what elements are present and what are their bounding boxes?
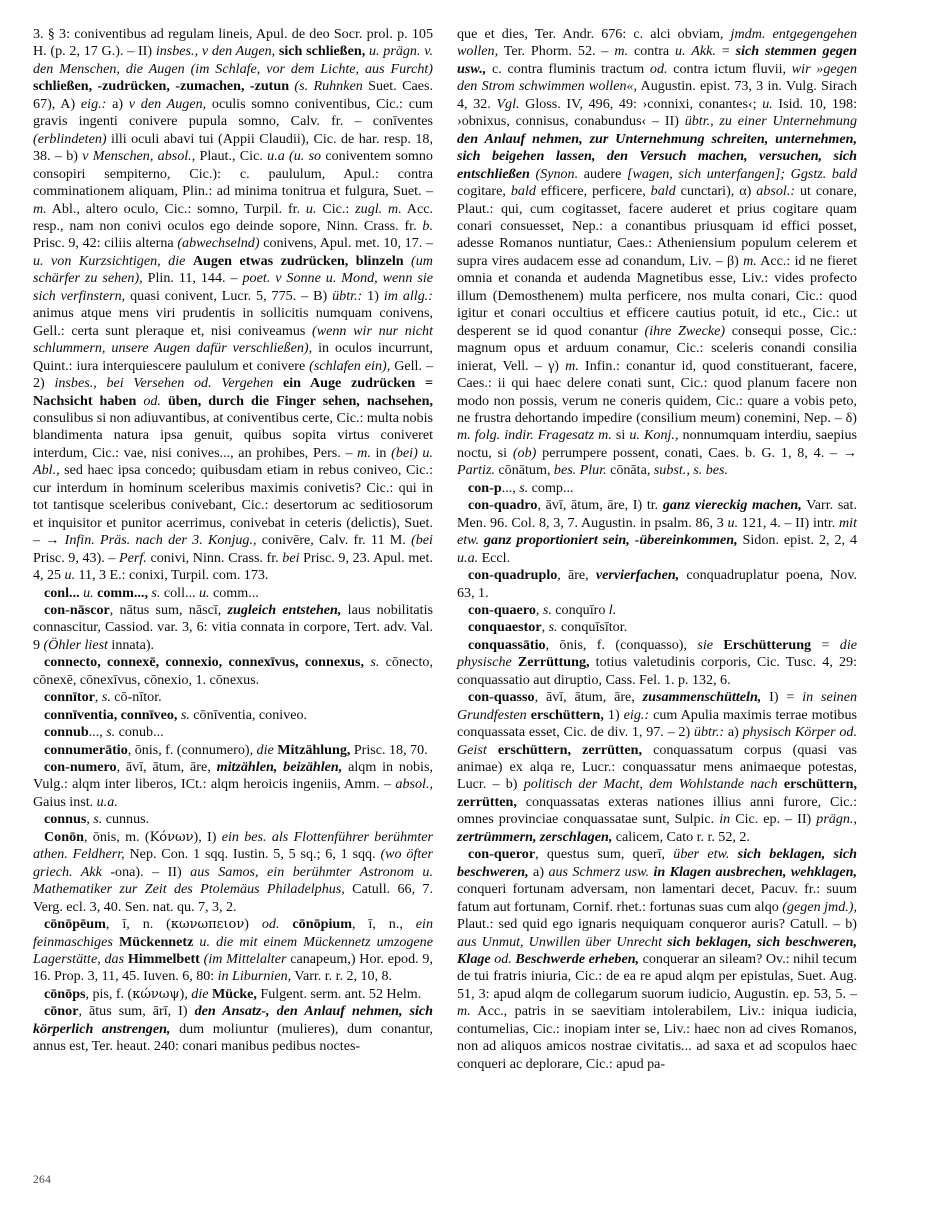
dictionary-entry: connumerātio, ōnis, f. (connumero), die Mitzählung, Prisc. 18, 70.	[44, 741, 428, 758]
right-column	[457, 26, 857, 1073]
dictionary-entry: cōnōps, pis, f. (κώνωψ), die Mücke, Fulgent. serm. ant. 52 Helm.	[44, 985, 422, 1002]
dictionary-entry: connīventia, connīveo, s. cōnīventia, coniveo.	[44, 706, 308, 723]
dictionary-entry: connītor, s. cō-nītor.	[44, 689, 162, 706]
dictionary-entry: conquaestor, s. conquīsītor.	[468, 619, 628, 636]
dictionary-entry: con-quadruplo, āre, vervierfachen, conquadruplatur poena, Nov. 63, 1.	[457, 567, 858, 601]
dictionary-entry: cōnōpēum, ī, n. (κωνωπειον) od. cōnōpium, ī, n., ein feinmaschiges Mückennetz u. die mit einem Mückennetz umzogene Lagerstätte, das Himmelbett (im Mittelalter canapeum,) Hor. epod. 9, 16. Prop. 3, 11, 45. Iuven. 6, 80: in Liburnien, Varr. r. r. 2, 10, 8.	[33, 916, 434, 985]
page-number: 264	[33, 1174, 52, 1186]
dictionary-entry: con-quadro, āvī, ātum, āre, I) tr. ganz viereckig machen, Varr. sat. Men. 96. Col. 8, 3, 7. Augustin. in psalm. 86, 3 u. 121, 4. – II) intr. mit etw. ganz proportioniert sein, -übereinkommen, Sidon. epist. 2, 2, 4 u.a. Eccl.	[457, 497, 857, 566]
dictionary-entry: con-nāscor, nātus sum, nāscī, zugleich entstehen, laus nobilitatis connascitur, Cassiod. var. 3, 6: vitia connata in corpore, Tert. adv. Val. 9 (Öhler liest innata).	[33, 601, 433, 653]
dictionary-entry: que et dies, Ter. Andr. 676: c. alci obviam, jmdm. entgegengehen wollen, Ter. Phorm. 52. – m. contra u. Akk. = sich stemmen gegen usw., c. contra fluminis tractum od. contra ictum fluvii, wir »gegen den Strom schwimmen wollen«, Augustin. epist. 73, 3 in. Vulg. Sirach 4, 32. Vgl. Gloss. IV, 496, 49: ›connixi, conantes‹; u. Isid. 10, 198: ›obnixus, connisus, conabundus‹ – II) übtr., zu einer Unternehmung den Anlauf nehmen, zur Unternehmung schreiten, unternehmen, sich beigehen lassen, den Versuch machen, versuchen, sich entschließen (Synon. audere [wagen, sich unterfangen]; Ggstz. bald cogitare, bald efficere, perficere, bald cunctari), α) absol.: ut conare, Plaut.: qui, cum cogitasset, facere auderet et prius cogitare quam conari consuesset, Nep.: a conantibus priusquam id effici posset, adesse Romanos nuntiatur, Caes.: Atheniensium populum celerem et supra vires audacem esse ad conandum, Liv. – β) m. Acc.: id ne fieret omnia et conanda et audenda Magnetibus esse, Liv.: vides profecto illum (Demosthenem) multa perficere, nos multa conari, Cic.: quod igitur et conari occultius et efficere cautius potuit, id etc., Cic.: ut desperent se id quod conantur (ihre Zwecke) consequi posse, Cic.: magnum opus et arduum conamur, Cic.: sceleris conandi consilia inierat, Vell. – γ) m. Infin.: conantur id, quod constituerant, facere, Caes.: ii qui haec delere conati sunt, Cic.: quod planum facere non modo non possis, verum ne coneris quidem, Cic.: quare a vobis peto, ne frustra dehortando impedire (consilium meum) conemini, Nep. – δ) m. folg. indir. Fragesatz m. si u. Konj., nonnumquam interdiu, saepius noctu, si (ob) perrumpere possent, conati, Caes. b. G. 1, 8, 4. – → Partiz. cōnātum, bes. Plur. cōnāta, subst., s. bes.	[457, 26, 858, 479]
two-column-layout	[33, 26, 902, 1161]
dictionary-entry: connub..., s. conub...	[44, 724, 164, 741]
dictionary-entry: con-numero, āvī, ātum, āre, mitzählen, beizählen, alqm in nobis, Vulg.: alqm inter liberos, ICt.: alqm heroicis ingeniis, Amm. – absol., Gaius inst. u.a.	[33, 759, 433, 810]
dictionary-entry: conl... u. comm..., s. coll... u. comm...	[44, 584, 259, 601]
dictionary-entry: Conōn, ōnis, m. (Κόνων), I) ein bes. als Flottenführer berühmter athen. Feldherr, Nep. Con. 1 sqq. Iustin. 5, 5 sq.; 6, 1 sqq. (wo öfter griech. Akk -ona). – II) aus Samos, ein berühmter Astronom u. Mathematiker zur Zeit des Ptolemäus Philadelphus, Catull. 66, 7. Verg. ecl. 3, 40. Sen. nat. qu. 7, 3, 2.	[33, 828, 433, 915]
left-column	[33, 26, 433, 1056]
dictionary-entry: connus, s. cunnus.	[44, 811, 150, 828]
dictionary-entry: con-quasso, āvī, ātum, āre, zusammenschütteln, I) = in seinen Grundfesten erschüttern, 1) eig.: cum Apulia maximis terrae motibus conquassata esset, Cic. de div. 1, 97. – 2) übtr.: a) physisch Körper od. Geist erschüttern, zerrütten, conquassatum corpus (quasi vas animae) ex alqa re, Lucr.: conquassatur mens animaeque potestas, Lucr. – b) politisch der Macht, dem Wohlstande nach erschüttern, zerrütten, conquassatas exteras nationes illius anni furore, Cic.: omnes provinciae conquassatae sunt, Sulpic. in Cic. ep. – II) prägn., zertrümmern, zerschlagen, calicem, Cato r. r. 52, 2.	[457, 689, 857, 845]
dictionary-entry: con-quaero, s. conquīro l.	[468, 601, 617, 618]
dictionary-entry: con-queror, questus sum, querī, über etw. sich beklagen, sich beschweren, a) aus Schmerz usw. in Klagen ausbrechen, wehklagen, conqueri fortunam adversam, non lamentari decet, Pacuv. fr.: suum fatum aut fortunam, Cornif. rhet.: fortunas suas cum alqo (gegen jmd.), Plaut.: sed quid ego ignaris nequiquam conqueror auris? Catull. – b) aus Unmut, Unwillen über Unrecht sich beklagen, sich beschweren, Klage od. Beschwerde erheben, conquerar an sileam? Ov.: nihil tecum de tui fratris iniuria, Cic.: de ea re apud alqm per epistulas, Suet. Aug. 51, 3: apud alqm de collegarum suorum iudicio, Augustin. ep. 53, 5. – m. Acc., patris in se saevitiam intolerabilem, Liv.: iniqua iudicia, contumelias, Cic.: inopiam inter se, Liv.: haec non ad cives Romanos, non ad aliquos amicos nostrae civitatis... ad saxa et ad scopulos haec conqueri ac deplorare, Cic.: apud pa-	[457, 846, 857, 1072]
dictionary-entry: cōnor, ātus sum, ārī, I) den Ansatz-, den Anlauf nehmen, sich körperlich anstrengen, dum moliuntur (mulieres), dum conantur, annus est, Ter. heaut. 240: conari manibus pedibus noctes-	[33, 1003, 434, 1055]
dictionary-entry: conquassātio, ōnis, f. (conquasso), sie Erschütterung = die physische Zerrüttung, totius valetudinis corporis, Cic. Tusc. 4, 29: conquassatio aut diruptio, Cass. Fel. 1. p. 132, 6.	[457, 636, 857, 688]
dictionary-entry: connecto, connexē, connexio, connexīvus, connexus, s. cōnecto, cōnexē, cōnexīvus, cōnexio, 1. cōnexus.	[33, 654, 433, 688]
dictionary-entry: con-p..., s. comp...	[468, 479, 574, 496]
dictionary-entry: 3. § 3: coniventibus ad regulam lineis, Apul. de deo Socr. prol. p. 105 H. (p. 2, 17 G.). – II) insbes., v den Augen, sich schließen, u. prägn. v. den Menschen, die Augen (im Schlafe, vor dem Lichte, aus Furcht) schließen, -zudrücken, -zumachen, -zutun (s. Ruhnken Suet. Caes. 67), A) eig.: a) v den Augen, oculis somno coniventibus, Cic.: cum gravis ingenti conivere pupula somno, Calv. fr. – conīventes (erblindeten) illi oculi abavi tui (Appii Claudii), Cic. de har. resp. 18, 38. – b) v Menschen, absol., Plaut., Cic. u.a (u. so coniventem somno consopiri sempiterno, Cic.): c. paululum, Apul.: contra comminationem aliquam, Plin.: ad minima tonitrua et fulgura, Suet. – m. Abl., altero oculo, Cic.: somno, Turpil. fr. u. Cic.: zugl. m. Acc. resp., nam non conivi oculos ego deinde sopore, Ninn. Crass. fr. b. Prisc. 9, 42: ciliis alterna (abwechselnd) conivens, Apul. met. 10, 17. – u. von Kurzsichtigen, die Augen etwas zudrücken, blinzeln (um schärfer zu sehen), Plin. 11, 144. – poet. v Sonne u. Mond, wenn sie sich verfinstern, quasi conivent, Lucr. 5, 775. – B) übtr.: 1) im allg.: animus atque mens viri prudentis in sollicitis numquam conivens, Gell.: certa sunt pleraque et, nisi coniveamus (wenn wir nur nicht schlummern, unsere Augen dafür verschließen), in oculos incurrunt, Quint.: iura interquiescere paululum et conivere (schlafen ein), Gell. – 2) insbes., bei Versehen od. Vergehen ein Auge zudrücken = Nachsicht haben od. üben, durch die Finger sehen, nachsehen, consulibus si non adiuvantibus, at coniventibus certe, Cic.: multa nobis blandimenta natura ipsa genuit, quibus sopita virtus coniveret interdum, Cic.: vae, nisi conives..., an prohibes, Pers. – m. in (bei) u. Abl., sed haec ipsa concedo; quibusdam etiam in rebus coniveo, Cic.: cur interdum in hominum sceleribus maximis conivetis? Cic.: qui in tot tantisque sceleribus conivebant, Cic.: desertorum ac seditiosorum et inquisitor et punitor acerrimus, conivebat in ceteris (delictis), Suet. – → Infin. Präs. nach der 3. Konjug., conivēre, Calv. fr. 11 M. (bei Prisc. 9, 43). – Perf. conivi, Ninn. Crass. fr. bei Prisc. 9, 23. Apul. met. 4, 25 u. 11, 3 E.: conixi, Turpil. com. 173.	[33, 26, 434, 584]
